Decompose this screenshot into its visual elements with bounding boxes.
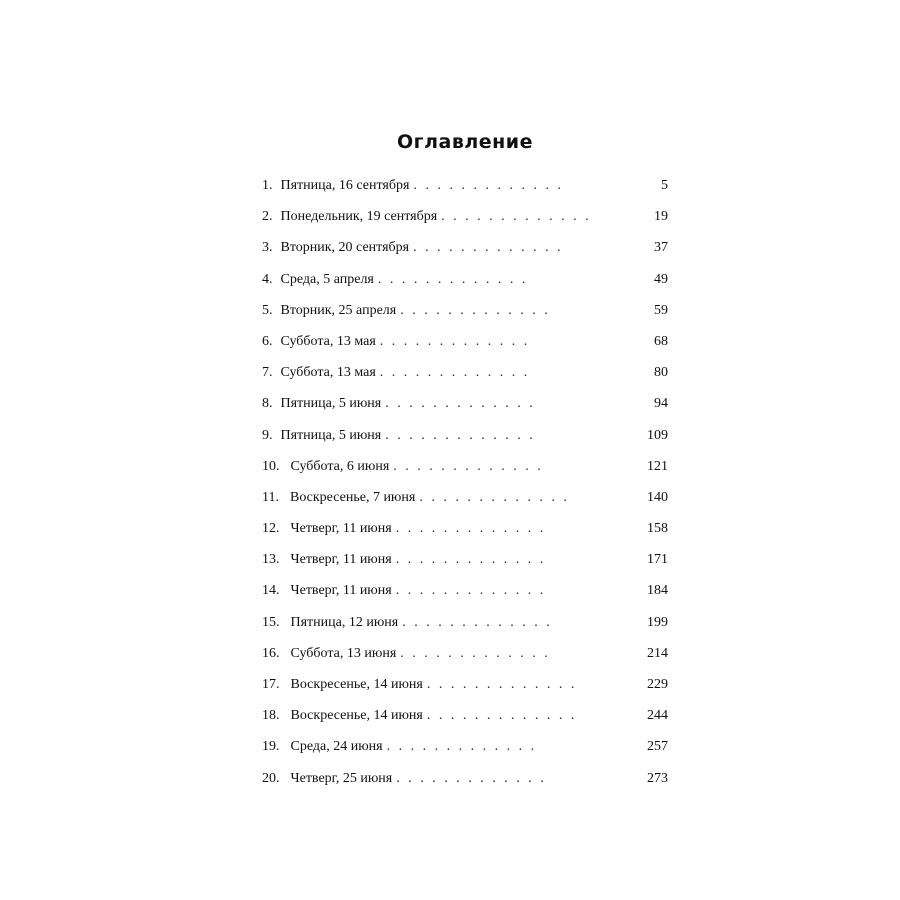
toc-entry-page-number: 59 [654, 302, 668, 318]
toc-dot-leader [427, 704, 577, 728]
toc-entry-title: Вторник, 20 сентября [280, 240, 410, 256]
toc-entry-number: 20. [262, 770, 280, 786]
toc-entry[interactable] [262, 174, 668, 205]
toc-list [262, 174, 668, 798]
toc-entry-title: Вторник, 25 апреля [280, 302, 397, 318]
toc-dot-leader [402, 611, 552, 635]
toc-dot-leader [400, 642, 550, 666]
toc-dot-leader [396, 517, 546, 541]
toc-entry[interactable] [262, 642, 668, 673]
toc-entry-page-number: 171 [647, 552, 668, 568]
toc-dot-leader [427, 673, 577, 697]
toc-dot-leader [380, 361, 530, 385]
toc-entry-title: Четверг, 11 июня [290, 583, 392, 599]
toc-entry-title: Пятница, 5 июня [280, 427, 382, 443]
toc-entry[interactable] [262, 330, 668, 361]
toc-entry-title: Четверг, 11 июня [290, 552, 392, 568]
toc-entry-page-number: 244 [647, 708, 668, 724]
toc-dot-leader [385, 424, 535, 448]
toc-entry-title: Воскресенье, 14 июня [290, 677, 423, 692]
toc-entry-number: 11. [262, 489, 279, 505]
toc-entry-number: 9. [262, 427, 273, 443]
toc-entry-page-number: 5 [661, 178, 668, 193]
toc-dot-leader [413, 236, 563, 260]
toc-entry-title: Четверг, 11 июня [290, 521, 392, 537]
toc-entry-title: Четверг, 25 июня [290, 770, 393, 786]
toc-entry[interactable] [262, 767, 668, 798]
toc-entry-page-number: 214 [647, 645, 668, 661]
toc-entry-title: Воскресенье, 14 июня [290, 708, 423, 724]
toc-entry[interactable] [262, 517, 668, 548]
toc-entry-number: 18. [262, 708, 280, 724]
toc-entry-title: Пятница, 5 июня [280, 396, 382, 412]
toc-entry[interactable] [262, 673, 668, 704]
toc-entry-number: 3. [262, 240, 273, 256]
toc-entry-title: Пятница, 16 сентября [280, 178, 410, 193]
toc-entry-title: Суббота, 13 мая [280, 333, 376, 349]
toc-dot-leader [400, 299, 550, 323]
toc-entry-number: 1. [262, 178, 273, 193]
toc-entry-page-number: 49 [654, 271, 668, 287]
toc-entry-number: 10. [262, 458, 280, 474]
toc-entry-number: 14. [262, 583, 280, 599]
toc-entry-number: 5. [262, 302, 273, 318]
toc-entry-page-number: 37 [654, 240, 668, 256]
toc-entry[interactable] [262, 205, 668, 236]
toc-dot-leader [393, 455, 543, 479]
toc-entry-page-number: 94 [654, 396, 668, 412]
toc-entry-number: 7. [262, 365, 273, 381]
toc-entry-title: Понедельник, 19 сентября [280, 209, 438, 225]
toc-entry[interactable] [262, 735, 668, 766]
toc-title: Оглавление [397, 130, 533, 153]
toc-entry-number: 15. [262, 614, 280, 630]
toc-entry-title: Суббота, 13 мая [280, 365, 376, 381]
toc-dot-leader [441, 205, 591, 229]
toc-entry-page-number: 68 [654, 333, 668, 349]
toc-entry-number: 16. [262, 645, 280, 661]
toc-entry-title: Среда, 5 апреля [280, 271, 374, 287]
toc-entry-page-number: 257 [647, 739, 668, 755]
toc-entry[interactable] [262, 424, 668, 455]
toc-entry-page-number: 229 [647, 677, 668, 692]
toc-entry[interactable] [262, 486, 668, 517]
toc-dot-leader [396, 548, 546, 572]
toc-entry-number: 12. [262, 521, 280, 537]
toc-entry-title: Суббота, 13 июня [290, 645, 397, 661]
toc-dot-leader [413, 174, 563, 198]
toc-dot-leader [396, 579, 546, 603]
toc-entry[interactable] [262, 361, 668, 392]
toc-entry-page-number: 121 [647, 458, 668, 474]
toc-entry[interactable] [262, 548, 668, 579]
toc-entry[interactable] [262, 579, 668, 610]
toc-dot-leader [387, 735, 537, 759]
toc-entry-title: Воскресенье, 7 июня [289, 489, 416, 505]
toc-entry-number: 4. [262, 271, 273, 287]
toc-entry-page-number: 273 [647, 770, 668, 786]
toc-entry-page-number: 19 [654, 209, 668, 225]
toc-entry[interactable] [262, 268, 668, 299]
toc-entry[interactable] [262, 704, 668, 735]
toc-entry-title: Среда, 24 июня [290, 739, 383, 755]
toc-entry-number: 2. [262, 209, 273, 225]
toc-dot-leader [378, 268, 528, 292]
toc-entry-number: 19. [262, 739, 280, 755]
toc-entry-number: 6. [262, 333, 273, 349]
toc-dot-leader [419, 486, 569, 510]
toc-entry[interactable] [262, 392, 668, 423]
toc-entry[interactable] [262, 299, 668, 330]
toc-entry-number: 17. [262, 677, 280, 692]
toc-entry-page-number: 199 [647, 614, 668, 630]
toc-dot-leader [385, 392, 535, 416]
toc-entry-number: 13. [262, 552, 280, 568]
toc-entry[interactable] [262, 611, 668, 642]
toc-entry-title: Пятница, 12 июня [290, 614, 399, 630]
toc-entry-number: 8. [262, 396, 273, 412]
toc-entry[interactable] [262, 455, 668, 486]
toc-entry-page-number: 109 [647, 427, 668, 443]
toc-dot-leader [380, 330, 530, 354]
toc-entry-page-number: 158 [647, 521, 668, 537]
toc-entry-page-number: 80 [654, 365, 668, 381]
toc-entry[interactable] [262, 236, 668, 267]
toc-entry-page-number: 184 [647, 583, 668, 599]
toc-dot-leader [396, 767, 546, 791]
toc-entry-title: Суббота, 6 июня [290, 458, 390, 474]
toc-entry-page-number: 140 [647, 489, 668, 505]
